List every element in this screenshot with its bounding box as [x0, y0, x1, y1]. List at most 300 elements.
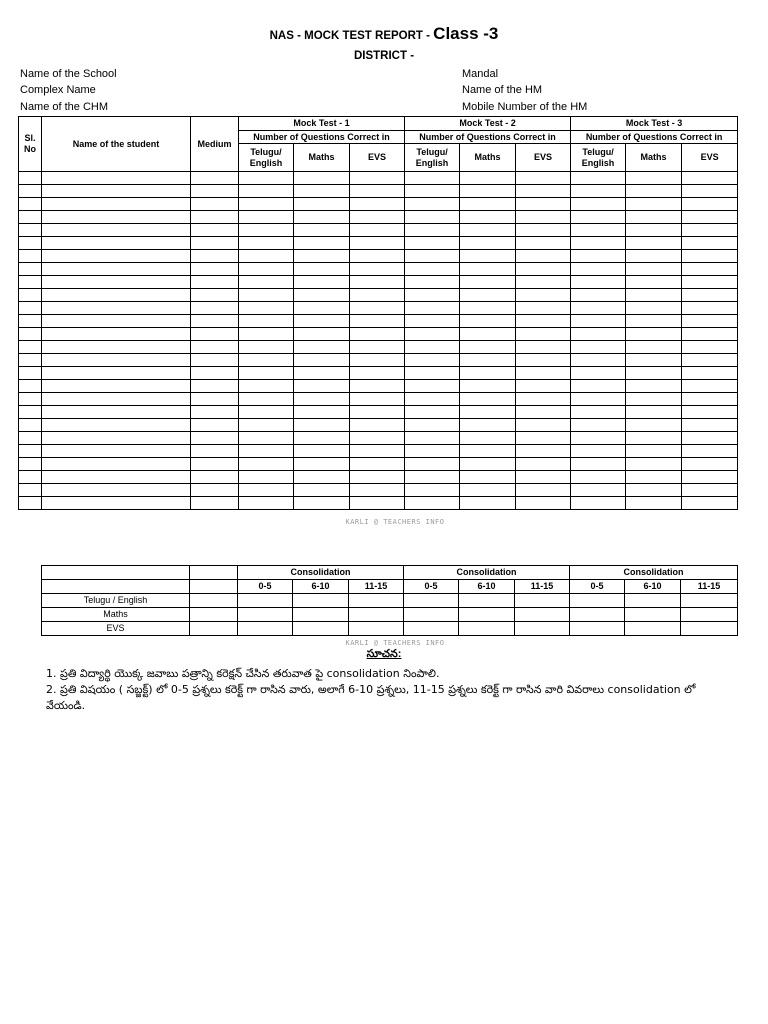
empty-cell — [516, 211, 571, 224]
empty-cell — [42, 580, 190, 594]
empty-cell — [682, 328, 738, 341]
empty-cell — [42, 276, 191, 289]
empty-cell — [19, 185, 42, 198]
empty-cell — [191, 237, 239, 250]
empty-cell — [460, 458, 516, 471]
empty-cell — [294, 172, 350, 185]
empty-cell — [626, 328, 682, 341]
empty-cell — [350, 406, 405, 419]
empty-cell — [571, 393, 626, 406]
note-item-1: 1. ప్రతి విద్యార్థి యొక్క జవాబు పత్రాన్ని కరెక్షన్ చేసిన తరువాత పై consolidation నింపాలి. — [46, 667, 440, 680]
empty-cell — [516, 497, 571, 510]
empty-cell — [460, 315, 516, 328]
empty-cell — [42, 471, 191, 484]
empty-cell — [405, 328, 460, 341]
empty-cell — [682, 315, 738, 328]
hm-name-label: Name of the HM — [462, 84, 543, 96]
student-marks-table — [18, 116, 738, 510]
empty-cell — [19, 406, 42, 419]
student-name-header: Name of the student — [42, 117, 191, 172]
student-row — [19, 263, 738, 276]
empty-cell — [571, 237, 626, 250]
subject-header-evs: EVS — [516, 144, 571, 172]
empty-cell — [460, 393, 516, 406]
empty-cell — [682, 211, 738, 224]
empty-cell — [681, 622, 738, 636]
empty-cell — [294, 393, 350, 406]
empty-cell — [405, 172, 460, 185]
empty-cell — [190, 608, 238, 622]
empty-cell — [19, 341, 42, 354]
empty-cell — [191, 172, 239, 185]
consolidation-row — [42, 608, 738, 622]
empty-cell — [42, 445, 191, 458]
empty-cell — [571, 328, 626, 341]
empty-cell — [42, 289, 191, 302]
empty-cell — [682, 432, 738, 445]
empty-cell — [42, 302, 191, 315]
empty-cell — [571, 406, 626, 419]
empty-cell — [626, 497, 682, 510]
empty-cell — [516, 302, 571, 315]
student-row — [19, 302, 738, 315]
empty-cell — [19, 445, 42, 458]
empty-cell — [350, 367, 405, 380]
empty-cell — [405, 263, 460, 276]
subject-header-telugu-english: Telugu/ English — [239, 144, 294, 172]
empty-cell — [190, 622, 238, 636]
empty-cell — [19, 328, 42, 341]
empty-cell — [191, 276, 239, 289]
empty-cell — [294, 432, 350, 445]
complex-name-label: Complex Name — [20, 84, 96, 96]
empty-cell — [626, 315, 682, 328]
empty-cell — [405, 380, 460, 393]
empty-cell — [459, 622, 515, 636]
student-row — [19, 289, 738, 302]
empty-cell — [460, 211, 516, 224]
empty-cell — [682, 302, 738, 315]
range-header: 0-5 — [238, 580, 293, 594]
empty-cell — [191, 380, 239, 393]
empty-cell — [516, 380, 571, 393]
empty-cell — [405, 341, 460, 354]
empty-cell — [626, 432, 682, 445]
empty-cell — [191, 224, 239, 237]
empty-cell — [460, 263, 516, 276]
empty-cell — [19, 250, 42, 263]
empty-cell — [19, 263, 42, 276]
empty-cell — [626, 211, 682, 224]
empty-cell — [405, 211, 460, 224]
empty-cell — [516, 484, 571, 497]
empty-cell — [42, 185, 191, 198]
empty-cell — [571, 380, 626, 393]
empty-cell — [19, 497, 42, 510]
empty-cell — [294, 237, 350, 250]
consolidation-header: Consolidation — [238, 566, 404, 580]
empty-cell — [515, 594, 570, 608]
empty-cell — [239, 445, 294, 458]
empty-cell — [239, 458, 294, 471]
empty-cell — [460, 380, 516, 393]
empty-cell — [294, 484, 350, 497]
empty-cell — [459, 608, 515, 622]
empty-cell — [19, 289, 42, 302]
range-header: 11-15 — [515, 580, 570, 594]
empty-cell — [42, 172, 191, 185]
empty-cell — [460, 224, 516, 237]
empty-cell — [239, 341, 294, 354]
consolidation-row — [42, 622, 738, 636]
empty-cell — [239, 354, 294, 367]
empty-cell — [239, 263, 294, 276]
empty-cell — [191, 289, 239, 302]
empty-cell — [19, 432, 42, 445]
subject-header-maths: Maths — [460, 144, 516, 172]
empty-cell — [191, 471, 239, 484]
empty-cell — [516, 224, 571, 237]
empty-cell — [191, 432, 239, 445]
empty-cell — [682, 250, 738, 263]
empty-cell — [516, 237, 571, 250]
empty-cell — [682, 406, 738, 419]
empty-cell — [350, 341, 405, 354]
empty-cell — [404, 594, 459, 608]
empty-cell — [294, 367, 350, 380]
subject-header-evs: EVS — [350, 144, 405, 172]
empty-cell — [516, 471, 571, 484]
empty-cell — [571, 315, 626, 328]
empty-cell — [515, 608, 570, 622]
empty-cell — [350, 380, 405, 393]
empty-cell — [681, 594, 738, 608]
empty-cell — [571, 497, 626, 510]
student-row — [19, 328, 738, 341]
empty-cell — [682, 484, 738, 497]
empty-cell — [626, 263, 682, 276]
student-row — [19, 237, 738, 250]
empty-cell — [460, 237, 516, 250]
consolidation-header: Consolidation — [404, 566, 570, 580]
empty-cell — [239, 302, 294, 315]
empty-cell — [350, 237, 405, 250]
empty-cell — [571, 224, 626, 237]
empty-cell — [191, 484, 239, 497]
empty-cell — [460, 445, 516, 458]
empty-cell — [42, 224, 191, 237]
empty-cell — [571, 198, 626, 211]
empty-cell — [405, 393, 460, 406]
empty-cell — [19, 237, 42, 250]
empty-cell — [42, 263, 191, 276]
empty-cell — [626, 276, 682, 289]
empty-cell — [239, 224, 294, 237]
empty-cell — [239, 289, 294, 302]
student-row — [19, 419, 738, 432]
empty-cell — [460, 289, 516, 302]
empty-cell — [19, 198, 42, 211]
empty-cell — [294, 211, 350, 224]
empty-cell — [626, 289, 682, 302]
empty-cell — [42, 211, 191, 224]
empty-cell — [19, 315, 42, 328]
subject-label: Telugu / English — [42, 594, 190, 608]
empty-cell — [239, 328, 294, 341]
empty-cell — [681, 608, 738, 622]
student-row — [19, 276, 738, 289]
empty-cell — [349, 594, 404, 608]
empty-cell — [42, 367, 191, 380]
subject-header-telugu-english: Telugu/ English — [405, 144, 460, 172]
empty-cell — [239, 250, 294, 263]
empty-cell — [626, 172, 682, 185]
empty-cell — [516, 198, 571, 211]
empty-cell — [42, 380, 191, 393]
empty-cell — [516, 445, 571, 458]
empty-cell — [294, 354, 350, 367]
empty-cell — [571, 432, 626, 445]
empty-cell — [571, 250, 626, 263]
empty-cell — [294, 198, 350, 211]
empty-cell — [571, 445, 626, 458]
empty-cell — [238, 608, 293, 622]
empty-cell — [190, 594, 238, 608]
empty-cell — [191, 458, 239, 471]
empty-cell — [460, 276, 516, 289]
empty-cell — [625, 594, 681, 608]
empty-cell — [19, 380, 42, 393]
empty-cell — [350, 432, 405, 445]
empty-cell — [294, 289, 350, 302]
empty-cell — [626, 406, 682, 419]
range-header: 11-15 — [681, 580, 738, 594]
empty-cell — [293, 594, 349, 608]
empty-cell — [682, 276, 738, 289]
empty-cell — [516, 432, 571, 445]
empty-cell — [294, 471, 350, 484]
empty-cell — [294, 341, 350, 354]
empty-cell — [460, 302, 516, 315]
empty-cell — [294, 458, 350, 471]
empty-cell — [460, 367, 516, 380]
empty-cell — [626, 484, 682, 497]
empty-cell — [626, 367, 682, 380]
note-item-2: 2. ప్రతి విషయం ( సబ్జక్ట్) లో 0-5 ప్రశ్నలు కరెక్ట్ గా రాసిన వారు, అలాగే 6-10 ప్రశ్నలు, 11-15 ప్రశ్నలు కరెక్ట్ గా రాసిన వారి వివరాలు consolidation లో వేయండి. — [46, 683, 696, 712]
empty-cell — [294, 224, 350, 237]
empty-cell — [405, 354, 460, 367]
empty-cell — [191, 302, 239, 315]
empty-cell — [571, 419, 626, 432]
empty-cell — [350, 484, 405, 497]
empty-cell — [405, 458, 460, 471]
empty-cell — [42, 432, 191, 445]
empty-cell — [516, 341, 571, 354]
student-row — [19, 497, 738, 510]
empty-cell — [239, 484, 294, 497]
empty-cell — [460, 406, 516, 419]
empty-cell — [191, 341, 239, 354]
empty-cell — [571, 263, 626, 276]
title-class: Class -3 — [433, 24, 499, 43]
empty-cell — [239, 380, 294, 393]
empty-cell — [293, 622, 349, 636]
empty-cell — [239, 432, 294, 445]
empty-cell — [42, 328, 191, 341]
empty-cell — [516, 250, 571, 263]
subject-header-maths: Maths — [626, 144, 682, 172]
student-row — [19, 484, 738, 497]
empty-cell — [570, 608, 625, 622]
empty-cell — [460, 250, 516, 263]
empty-cell — [682, 445, 738, 458]
empty-cell — [350, 328, 405, 341]
empty-cell — [516, 185, 571, 198]
student-row — [19, 393, 738, 406]
empty-cell — [350, 198, 405, 211]
empty-cell — [239, 419, 294, 432]
empty-cell — [625, 622, 681, 636]
empty-cell — [682, 419, 738, 432]
student-row — [19, 380, 738, 393]
empty-cell — [349, 622, 404, 636]
mandal-label: Mandal — [462, 68, 499, 80]
empty-cell — [626, 445, 682, 458]
empty-cell — [516, 263, 571, 276]
student-row — [19, 224, 738, 237]
empty-cell — [239, 497, 294, 510]
empty-cell — [350, 263, 405, 276]
empty-cell — [19, 172, 42, 185]
empty-cell — [239, 276, 294, 289]
empty-cell — [42, 497, 191, 510]
empty-cell — [191, 419, 239, 432]
empty-cell — [42, 198, 191, 211]
student-row — [19, 172, 738, 185]
empty-cell — [42, 484, 191, 497]
empty-cell — [626, 380, 682, 393]
empty-cell — [294, 315, 350, 328]
page-title — [0, 24, 768, 44]
empty-cell — [239, 367, 294, 380]
empty-cell — [516, 419, 571, 432]
school-name-label: Name of the School — [20, 68, 117, 80]
empty-cell — [19, 419, 42, 432]
empty-cell — [516, 406, 571, 419]
empty-cell — [571, 276, 626, 289]
empty-cell — [460, 328, 516, 341]
empty-cell — [570, 594, 625, 608]
empty-cell — [191, 263, 239, 276]
student-row — [19, 341, 738, 354]
district-label: DISTRICT - — [353, 50, 415, 62]
empty-cell — [350, 172, 405, 185]
empty-cell — [405, 250, 460, 263]
questions-correct-header: Number of Questions Correct in — [405, 131, 571, 144]
empty-cell — [19, 484, 42, 497]
empty-cell — [405, 302, 460, 315]
questions-correct-header: Number of Questions Correct in — [571, 131, 738, 144]
range-header: 6-10 — [625, 580, 681, 594]
empty-cell — [19, 302, 42, 315]
empty-cell — [405, 289, 460, 302]
chm-name-label: Name of the CHM — [20, 101, 109, 113]
range-header: 11-15 — [349, 580, 404, 594]
empty-cell — [516, 172, 571, 185]
empty-cell — [571, 302, 626, 315]
empty-cell — [239, 471, 294, 484]
empty-cell — [405, 484, 460, 497]
empty-cell — [571, 354, 626, 367]
empty-cell — [350, 289, 405, 302]
empty-cell — [294, 406, 350, 419]
empty-cell — [405, 367, 460, 380]
empty-cell — [19, 276, 42, 289]
empty-cell — [349, 608, 404, 622]
empty-cell — [350, 302, 405, 315]
empty-cell — [293, 608, 349, 622]
empty-cell — [42, 419, 191, 432]
empty-cell — [294, 276, 350, 289]
empty-cell — [571, 471, 626, 484]
empty-cell — [405, 315, 460, 328]
empty-cell — [191, 406, 239, 419]
empty-cell — [626, 419, 682, 432]
empty-cell — [19, 211, 42, 224]
empty-cell — [571, 211, 626, 224]
watermark: KARLI @ TEACHERS INFO — [345, 518, 445, 526]
empty-cell — [294, 419, 350, 432]
empty-cell — [516, 354, 571, 367]
empty-cell — [42, 393, 191, 406]
empty-cell — [294, 302, 350, 315]
empty-cell — [571, 367, 626, 380]
empty-cell — [191, 367, 239, 380]
student-row — [19, 198, 738, 211]
empty-cell — [516, 458, 571, 471]
empty-cell — [626, 393, 682, 406]
empty-cell — [682, 289, 738, 302]
empty-cell — [191, 354, 239, 367]
empty-cell — [626, 471, 682, 484]
empty-cell — [516, 328, 571, 341]
mock-test-2-header: Mock Test - 2 — [405, 117, 571, 131]
empty-cell — [294, 263, 350, 276]
empty-cell — [350, 419, 405, 432]
empty-cell — [238, 622, 293, 636]
subject-header-maths: Maths — [294, 144, 350, 172]
empty-cell — [239, 185, 294, 198]
empty-cell — [570, 622, 625, 636]
empty-cell — [239, 172, 294, 185]
empty-cell — [516, 276, 571, 289]
empty-cell — [42, 406, 191, 419]
notes-heading: సూచన: — [366, 648, 402, 660]
empty-cell — [42, 341, 191, 354]
empty-cell — [682, 367, 738, 380]
empty-cell — [405, 471, 460, 484]
empty-cell — [294, 497, 350, 510]
empty-cell — [191, 211, 239, 224]
empty-cell — [460, 497, 516, 510]
empty-cell — [404, 622, 459, 636]
empty-cell — [191, 497, 239, 510]
empty-cell — [682, 237, 738, 250]
hm-mobile-label: Mobile Number of the HM — [462, 101, 588, 113]
student-row — [19, 250, 738, 263]
empty-cell — [516, 289, 571, 302]
empty-cell — [405, 224, 460, 237]
